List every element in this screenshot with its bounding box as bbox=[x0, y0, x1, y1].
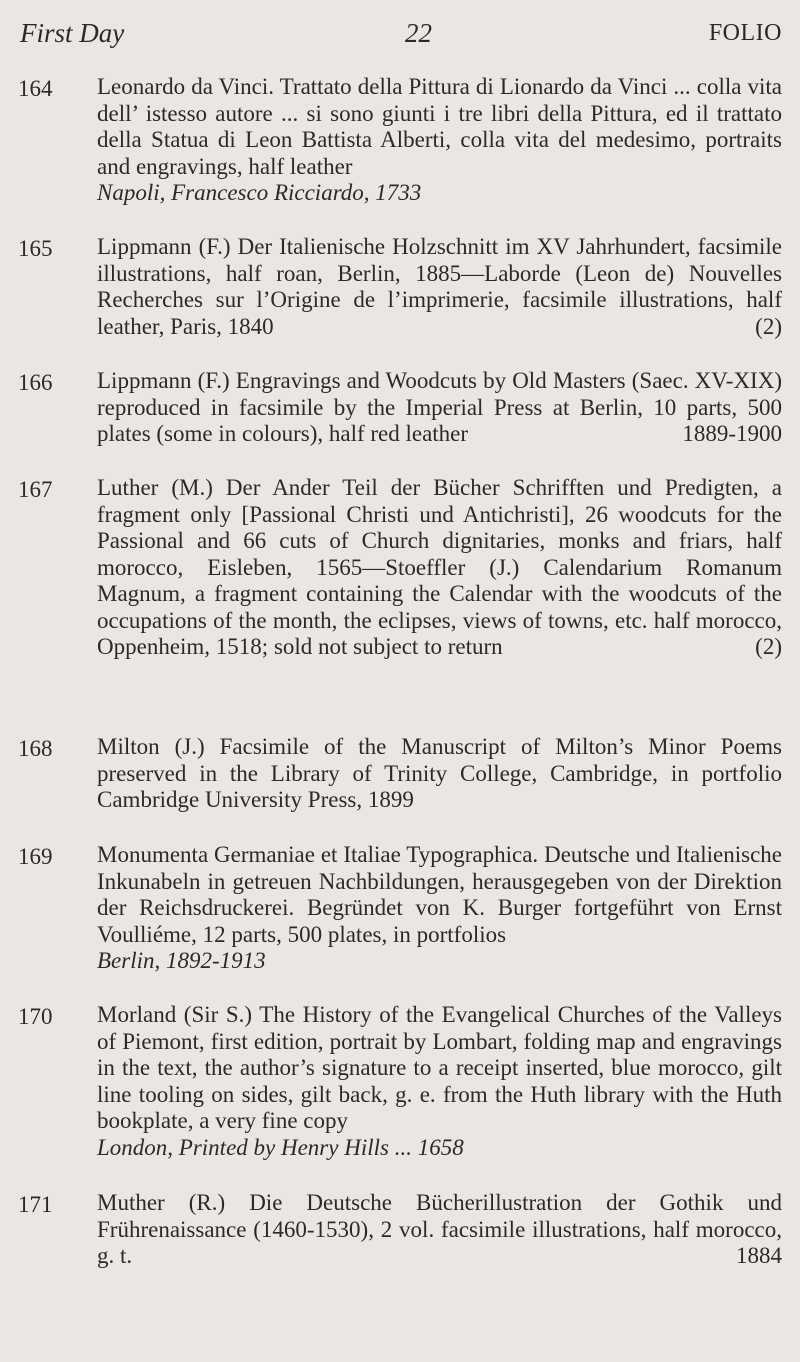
lot-entry bbox=[18, 842, 782, 975]
lot-imprint: London, Printed by Henry Hills ... 1658 bbox=[97, 1134, 464, 1160]
description-text: Milton (J.) Facsimile of the Manuscript of Milton’s Minor Poems preserved in the Library of Trinity College, Cambridge, in portfolio Cambridge University Press, 1899 bbox=[97, 734, 782, 812]
lot-number: 170 bbox=[18, 1004, 53, 1029]
lot-description bbox=[97, 234, 782, 340]
lot-description bbox=[97, 74, 782, 207]
lot-entry bbox=[18, 1190, 782, 1270]
lot-number: 171 bbox=[18, 1192, 53, 1217]
lot-number: 166 bbox=[18, 370, 53, 395]
lot-description bbox=[97, 734, 782, 814]
lot-entry bbox=[18, 368, 782, 448]
lot-number: 167 bbox=[18, 477, 53, 502]
lot-count: (2) bbox=[755, 313, 782, 339]
lot-description bbox=[97, 842, 782, 975]
lot-description bbox=[97, 1190, 782, 1270]
lot-imprint: Napoli, Francesco Ricciardo, 1733 bbox=[97, 180, 422, 205]
lot-number: 169 bbox=[18, 844, 53, 869]
lot-entry bbox=[18, 1002, 782, 1161]
lot-imprint: Berlin, 1892-1913 bbox=[97, 948, 266, 973]
description-text: Muther (R.) Die Deutsche Bücherillustration der Gothik und Frührenaissance (1460-1530), 2 vol. facsimile illustrations, half morocco, g. t. bbox=[97, 1190, 782, 1268]
page-number: 22 bbox=[405, 18, 432, 48]
lot-entry bbox=[18, 475, 782, 661]
page-header bbox=[20, 16, 782, 50]
sale-day-heading: First Day bbox=[20, 18, 125, 48]
description-text: Leonardo da Vinci. Trattato della Pittura di Lionardo da Vinci ... colla vita dell’ istesso autore ... si sono giunti i tre libri della Pittura, ed il trattato della Statua di Leon Battista Alberti, colla vita del medesimo, portraits and engravings, half leather bbox=[97, 74, 782, 179]
format-heading: FOLIO bbox=[708, 20, 782, 46]
description-text: Luther (M.) Der Ander Teil der Bücher Schrifften und Predigten, a fragment only [Passional Christi und Antichristi], 26 woodcuts for the Passional and 66 cuts of Church dignitaries, monks and friars, half morocco, Eisleben, 1565—Stoeffler (J.) Calendarium Romanum Magnum, a fragment containing the Calendar with the woodcuts of the occupations of the month, the eclipses, views of towns, etc. half morocco, Oppenheim, 1518; sold not subject to return bbox=[97, 475, 782, 659]
description-text: Lippmann (F.) Der Italienische Holzschnitt im XV Jahrhundert, facsimile illustrations, half roan, Berlin, 1885—Laborde (Leon de) Nouvelles Recherches sur l’Origine de l’imprimerie, facsimile illustrations, half leather, Paris, 1840 bbox=[97, 234, 782, 339]
lot-number: 165 bbox=[18, 236, 53, 261]
lot-description bbox=[97, 1002, 782, 1161]
lot-description bbox=[97, 368, 782, 448]
lot-entry bbox=[18, 234, 782, 340]
lot-entry bbox=[18, 74, 782, 207]
description-text: Morland (Sir S.) The History of the Evangelical Churches of the Valleys of Piemont, first edition, portrait by Lombart, folding map and engravings in the text, the author’s signature to a receipt inserted, blue morocco, gilt line tooling on sides, gilt back, g. e. from the Huth library with the Huth bookplate, a very fine copy bbox=[97, 1002, 782, 1133]
lot-description bbox=[97, 475, 782, 661]
description-text: Lippmann (F.) Engravings and Woodcuts by Old Masters (Saec. XV-XIX) reproduced in facsimile by the Imperial Press at Berlin, 10 parts, 500 plates (some in colours), half red leather bbox=[97, 368, 782, 446]
lot-date: 1884 bbox=[736, 1243, 782, 1268]
lot-number: 168 bbox=[18, 736, 53, 761]
description-text: Monumenta Germaniae et Italiae Typographica. Deutsche und Italienische Inkunabeln in getreuen Nachbildungen, herausgegeben von der Direktion der Reichsdruckerei. Begründet von K. Burger fortgeführt von Ernst Voulliéme, 12 parts, 500 plates, in portfolios bbox=[97, 842, 782, 947]
lot-date: 1889-1900 bbox=[682, 421, 782, 446]
lot-number: 164 bbox=[18, 76, 53, 101]
lot-entry bbox=[18, 734, 782, 814]
lot-count: (2) bbox=[755, 634, 782, 659]
